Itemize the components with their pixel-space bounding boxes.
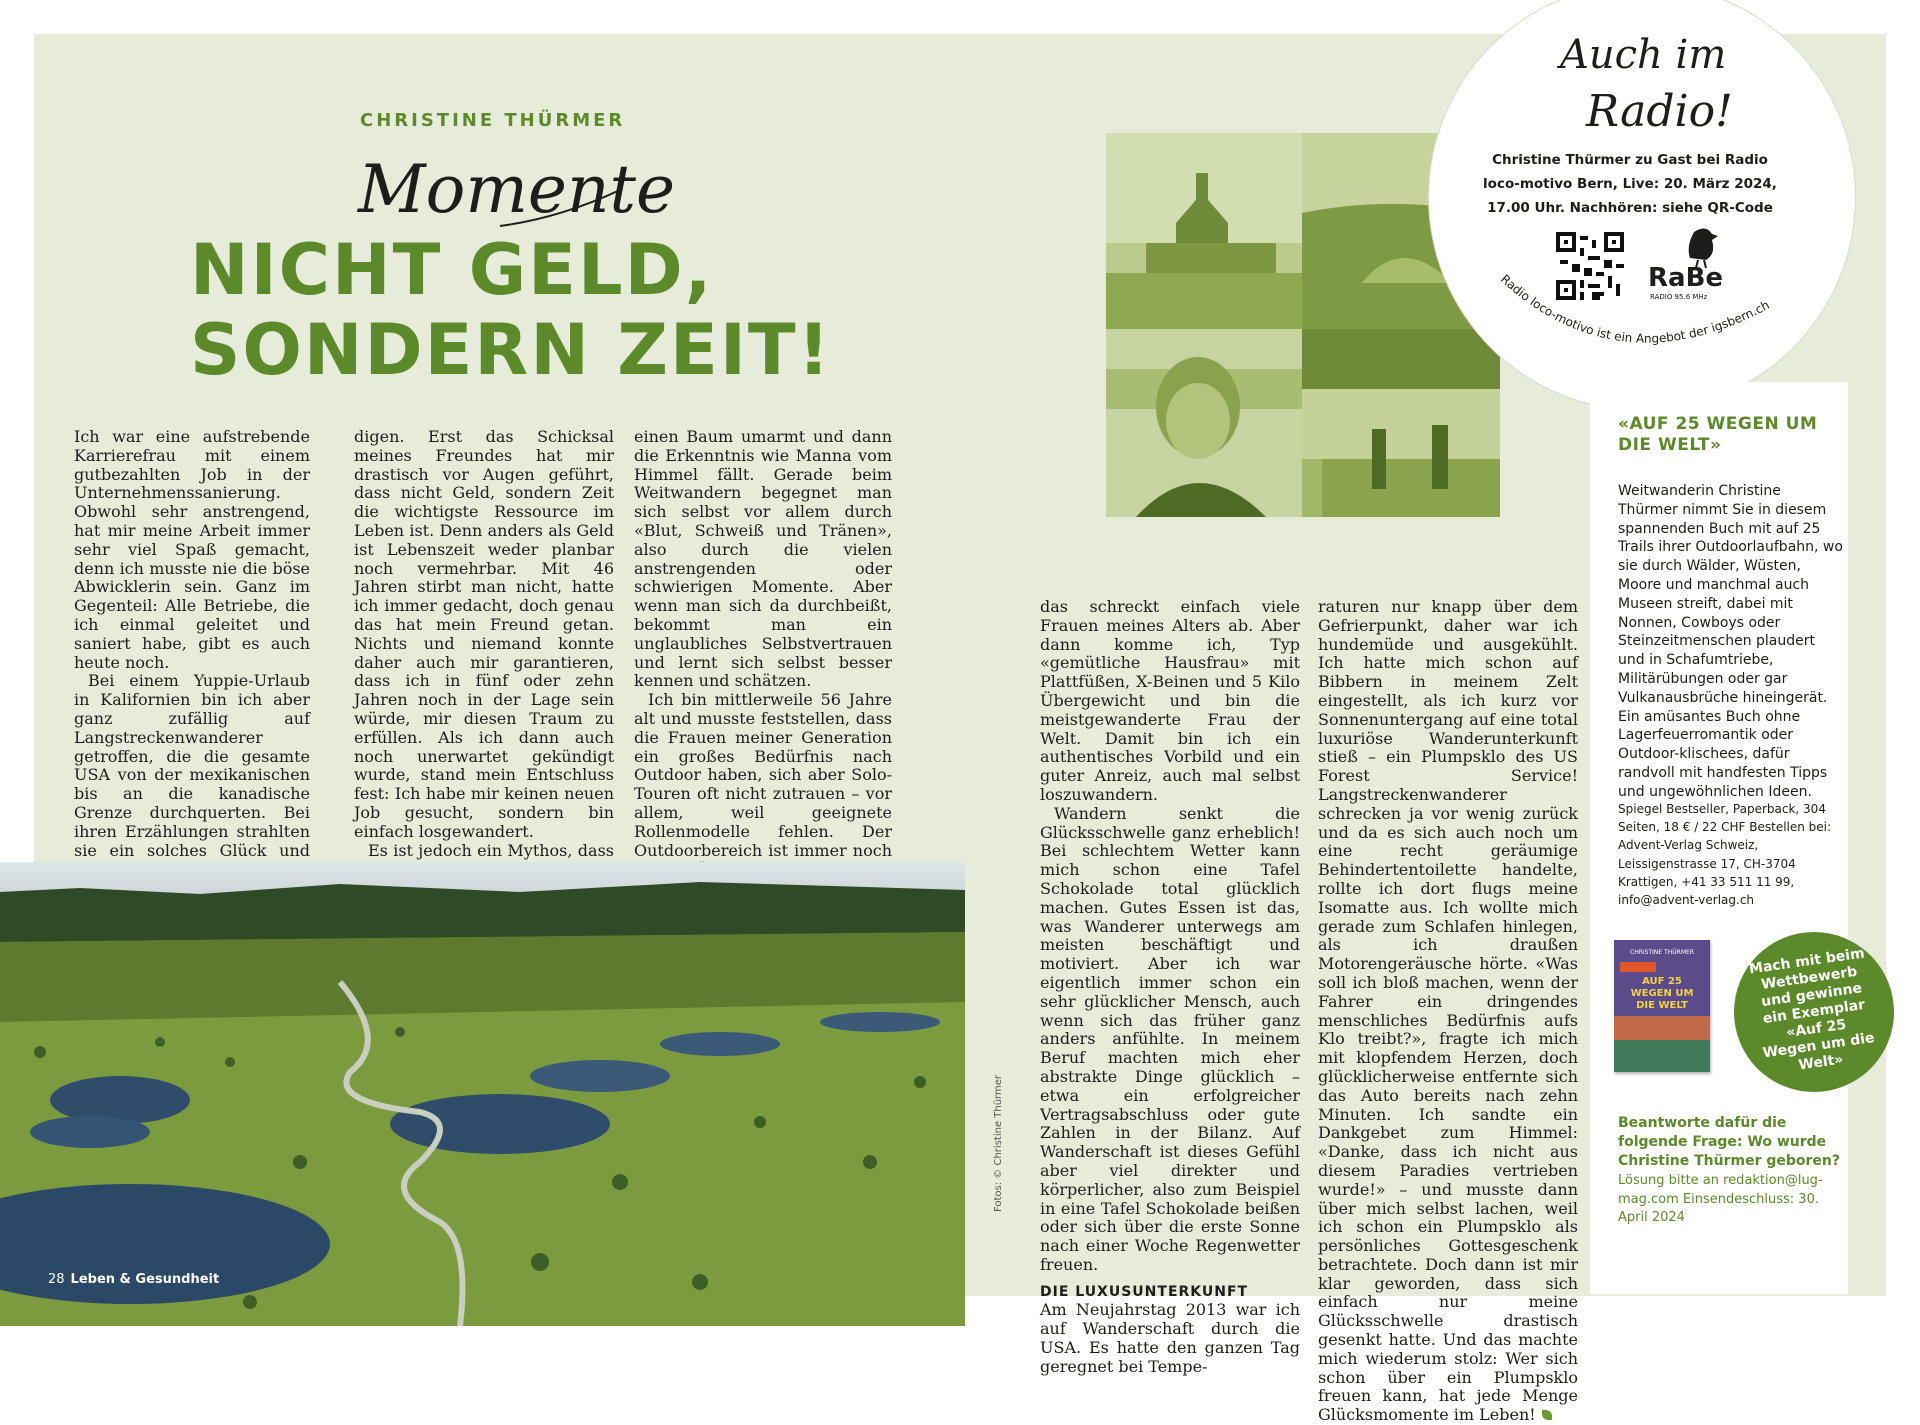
photo-credit: Fotos: © Christine Thürmer [993,1074,1004,1212]
sidebar-details: Spiegel Bestseller, Paperback, 304 Seiten, 18 € / 22 CHF Bestellen bei: Advent-Verlag Schweiz, Leissigenstrasse 17, CH-3704 Krattigen, +41 33 511 11 99, info@advent-verlag.ch [1618,802,1832,908]
radio-arc-caption: Radio loco-motivo ist ein Angebot der igsbern.ch [1498,271,1772,346]
contest-badge-text: Mach mit beim Wettbewerb und gewinne ein Exemplar «Auf 25 Wegen um die Welt» [1748,944,1876,1074]
contest-answer-info: Lösung bitte an redaktion@lug-mag.com Einsendeschluss: 30. April 2024 [1618,1173,1823,1226]
book-cover-title: AUF 25 WEGEN UM DIE WELT [1630,976,1694,1011]
text-column-3 [634,428,892,917]
radio-script [1540,22,1733,142]
book-sidebar [1590,382,1876,1294]
paragraph: Bei einem Yuppie-Urlaub in Kalifornien bin ich aber ganz zufällig auf Langstreckenwanderer getroffen, die die gesamte USA von der mexikanischen bis an die kanadische Grenze durchquerten. Bei ihren Erzählungen strahlten sie ein solches Glück und [74,671,310,860]
script-word-text: Momente [358,151,676,228]
paragraph: Ich bin mittlerweile 56 Jahre alt und musste feststellen, dass die Frauen meiner Generation ein großes Bedürfnis nach Outdoor haben, sich aber Solo-Touren oft nicht zutrauen – vor allem, weil geeignete Rollenmodelle fehlen. Der Outdoorbereich ist immer noch [634,690,892,860]
page-number: 28 [48,1272,65,1287]
photo-hikers [1302,329,1500,517]
photo-monastery [1106,133,1302,329]
headline [190,230,832,390]
contest-badge [1734,932,1894,1092]
paragraph: digen. Erst das Schicksal meines Freundes hat mir drastisch vor Augen geführt, dass nicht Geld, sondern Zeit die wichtigste Ressource im Leben ist. Denn anders als Geld ist Lebenszeit weder planbar noch vermehrbar. Mit 46 Jahren stirbt man nicht, hatte ich immer gedacht, doch genau das hat mein Freund getan. Nichts und niemand konnte daher auch mir garantieren, dass ich in fünf oder zehn Jahren noch in der Lage sein würde, mir diesen Traum zu erfüllen. Als ich dann auch noch unerwartet gekündigt wurde, stand mein Entschluss fest: Ich habe mir keinen neuen Job gesucht, sondern bin einfach losgewandert. [354,427,614,841]
text-column-2 [354,428,614,917]
book-cover-author: CHRISTINE THÜRMER [1630,949,1694,956]
contest-question: Beantworte dafür die folgende Frage: Wo wurde Christine Thürmer geboren? [1618,1115,1840,1169]
rabe-logo-text: RaBe [1648,263,1724,293]
magazine-brand: Leben & Gesundheit [70,1272,220,1287]
paragraph-text: raturen nur knapp über dem Gefrierpunkt, daher war ich hundemüde und ausgekühlt. Ich hatte mich schon auf Bibbern in meinem Zelt eingestellt, als ich kurz vor Sonnenuntergang auf eine total luxuriöse Wanderunterkunft stieß – ein Plumpsklo des US Forest Service! Langstreckenwanderer schrecken ja vor wenig zurück und da es sich auch noch um eine recht geräumige Behindertentoilette handelte, rollte ich dort flugs meine Isomatte aus. Ich wollte mich gerade zum Schlafen hinlegen, als ich draußen Motorengeräusche hörte. «Was soll ich bloß machen, wenn der Fahrer ein dringendes menschliches Bedürfnis aufs Klo treibt?», fragte ich mich mit klopfendem Herzen, doch glücklicherweise entfernte sich das Auto bereits nach zehn Minuten. Ich sandte ein Dankgebet zum Himmel: «Danke, dass ich nicht aus diesem Paradies vertrieben wurde!» – und musste dann über mich selbst lachen, weil ich schon ein Plumpsklo als persönliches Gottesgeschenk betrachtete. Doch dann ist mir klar geworden, dass sich einfach nur meine Glücksschwelle drastisch gesenkt hatte. Und das machte mich wiederum stolz: Wer sich schon über ein Plumpsklo freuen kann, hat jede Menge Glücksmomente im Leben! [1318,597,1578,1425]
subheading: DIE LUXUSUNTERKUNFT [1040,1283,1249,1300]
svg-text:Radio loco-motivo ist ein Ange [1498,272,1772,346]
paragraph [1318,598,1578,1425]
text-column-4 [1040,598,1300,1377]
headline-line-1: NICHT GELD, [190,229,714,311]
paragraph: das schreckt einfach viele Frauen meines Alters ab. Aber dann komme ich, Typ «gemütliche Hausfrau» mit Plattfüßen, X-Beinen und 5 Kilo Übergewicht und bin die meistgewanderte Frau der Welt. Damit bin ich ein authentisches Vorbild und ein guter Anreiz, auch mal selbst loszuwandern. [1040,597,1300,804]
radio-arc-text [1480,250,1810,400]
radio-script-line-1: Auch im [1560,32,1727,78]
end-mark-icon [1542,1410,1552,1420]
rabe-logo-subtext: RADIO 95.6 MHz [1650,293,1708,301]
photo-portrait [1106,329,1302,517]
book-cover[interactable] [1614,940,1710,1072]
paragraph: Ich war eine aufstrebende Karrierefrau mit einem gutbezahlten Job in der Unternehmenssanierung. Obwohl sehr anstrengend, hat mir meine Arbeit immer sehr viel Spaß gemacht, denn ich musste nie die böse Abwicklerin sein. Ganz im Gegenteil: Alle Betriebe, die ich einmal geleitet und saniert habe, gibt es auch heute noch. [74,427,310,672]
paragraph: Es ist jedoch ein Mythos, dass [368,840,614,860]
radio-info: Christine Thürmer zu Gast bei Radio loco-motivo Bern, Live: 20. März 2024, 17.00 Uhr. Nachhören: siehe QR-Code [1483,152,1777,216]
text-column-5 [1318,598,1578,1425]
page-footer [48,1272,219,1287]
bog-landscape-photo [0,862,965,1326]
script-word [350,130,676,240]
author-name: CHRISTINE THÜRMER [360,110,626,131]
radio-script-line-2: Radio! [1586,86,1733,137]
paragraph: einen Baum umarmt und dann die Erkenntnis wie Manna vom Himmel fällt. Gerade beim Weitwandern begegnet man sich selbst vor allem durch «Blut, Schweiß und Tränen», also durch die vielen anstrengenden oder schwierigen Momente. Aber wenn man sich da durchbeißt, bekommt man ein unglaubliches Selbstvertrauen und lernt sich selbst besser kennen und schätzen. [634,427,892,691]
paragraph: Am Neujahrstag 2013 war ich auf Wanderschaft durch die USA. Es hatte den ganzen Tag geregnet bei Tempe- [1040,1300,1300,1376]
sidebar-title: «AUF 25 WEGEN UM DIE WELT» [1618,414,1818,455]
paragraph: Wandern senkt die Glücksschwelle ganz erheblich! Bei schlechtem Wetter kann mich schon eine Tafel Schokolade total glücklich machen. Gutes Essen ist das, was Wanderer unterwegs am meisten beschäftigt und motiviert. Aber ich war eigentlich immer schon ein sehr glücklicher Mensch, auch wenn sich das früher ganz anders anfühlte. In meinem Beruf machten mich eher abstrakte Dinge glücklich – etwa ein erfolgreicher Vertragsabschluss oder gute Zahlen in der Bilanz. Auf Wanderschaft ist dieses Gefühl aber viel direkter und körperlicher, also zum Beispiel in eine Tafel Schokolade beißen oder sich über die erste Sonne nach einer Woche Regenwetter freuen. [1040,803,1300,1274]
sidebar-description: Weitwanderin Christine Thürmer nimmt Sie in diesem spannenden Buch mit auf 25 Trails ihrer Outdoorlaufbahn, wo sie durch Wälder, Wüsten, Moore und manchmal auch Museen streift, dabei mit Nonnen, Cowboys oder Steinzeitmenschen plaudert und in Schafumtriebe, Militärübungen oder gar Vulkanausbrüche hineingerät. Ein amüsantes Buch ohne Lagerfeuerromantik oder Outdoor-klischees, dafür randvoll mit handfesten Tipps und ungewöhnlichen Ideen. [1618,483,1843,800]
headline-line-2: SONDERN ZEIT! [190,309,832,391]
